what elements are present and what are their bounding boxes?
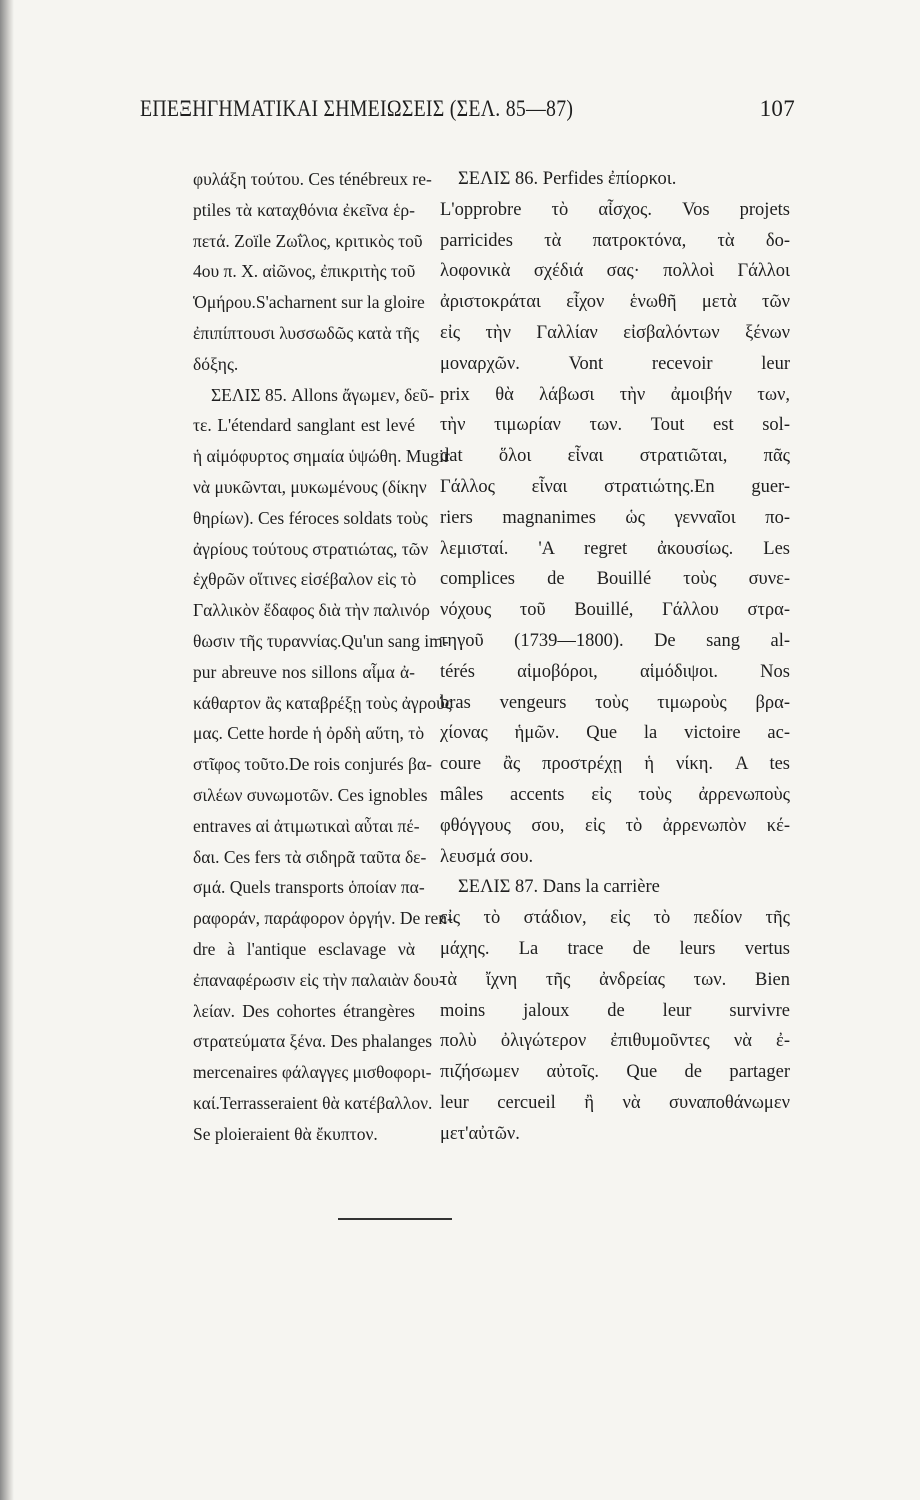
text-line: ἀγρίους τούτους στρατιώτας, τῶν [193,538,429,559]
text-line: pur abreuve nos sillons αἷμα ἀ- [193,661,415,682]
end-rule-divider [338,1218,452,1220]
text-line: θηρίων). Ces féroces soldats τοὺς [193,507,428,528]
text-line: mercenaires φάλαγγες μισθοφορι- [193,1062,432,1083]
scan-edge-shadow [0,0,14,1500]
text-line: στῖφος τοῦτο.De rois conjurés βα- [193,754,432,775]
text-line: χίονας ἡμῶν. Que la victoire ac- [440,723,790,744]
text-line: ἐπαναφέρωσιν εἰς τὴν παλαιὰν δου- [193,969,445,990]
text-line: δαι. Ces fers τὰ σιδηρᾶ ταῦτα δε- [193,846,427,867]
text-line: μας. Cette horde ἡ ὀρδὴ αὕτη, τὸ [193,723,425,744]
text-line: Γάλλος εἶναι στρατιώτης.En guer- [440,476,790,497]
page-number: 107 [759,96,795,121]
text-line: mâles accents εἰς τοὺς ἀρρενωποὺς [440,784,790,805]
text-line: λείαν. Des cohortes étrangères [193,1000,415,1021]
text-line: Ὁμήρου.S'acharnent sur la gloire [193,292,425,313]
text-line: εἰς τὸ στάδιον, εἰς τὸ πεδίον τῆς [440,908,790,929]
text-line: ἡ αἱμόφυρτος σημαία ὑψώθη. Mugir [193,446,450,467]
text-line: riers magnanimes ὡς γενναῖοι πο- [440,507,790,528]
text-line: dre à l'antique esclavage νὰ [193,938,415,959]
text-line: Γαλλικὸν ἔδαφος διὰ τὴν παλινόρ [193,600,430,621]
text-line: πετά. Zoïle Ζωΐλος, κριτικὸς τοῦ [193,230,423,251]
text-line: δόξης. [193,353,239,374]
text-line: θωσιν τῆς τυραννίας.Qu'un sang im- [193,630,449,651]
text-line: bras vengeurs τοὺς τιμωροὺς βρα- [440,692,790,713]
text-line: prix θὰ λάβωσι τὴν ἀμοιβήν των, [440,384,790,405]
text-line: leur cercueil ἢ νὰ συναποθάνωμεν [440,1092,790,1113]
text-line: térés αἱμοβόροι, αἱμόδιψοι. Nos [440,661,790,682]
text-line: στρατεύματα ξένα. Des phalanges [193,1031,433,1052]
text-line: σιλέων συνωμοτῶν. Ces ignobles [193,784,428,805]
text-line: coure ἂς προστρέχῃ ἡ νίκη. A tes [440,754,790,775]
text-line: καί.Terrasseraient θὰ κατέβαλλον. [193,1092,433,1113]
text-line: ptiles τὰ καταχθόνια ἐκεῖνα ἑρ- [193,199,415,220]
text-line: ΣΕΛΙΣ 85. Allons ἄγωμεν, δεῦ- [211,384,435,405]
text-line: μοναρχῶν. Vont recevoir leur [440,353,790,374]
text-line: τηγοῦ (1739—1800). De sang al- [440,630,790,651]
text-line: 4ου π. Χ. αἰῶνος, ἐπικριτὴς τοῦ [193,261,416,282]
text-line: entraves αἱ ἀτιμωτικαὶ αὗται πέ- [193,815,420,836]
text-line: dat ὅλοι εἶναι στρατιῶται, πᾶς [440,446,790,467]
text-line: τὴν τιμωρίαν των. Tout est sol- [440,415,790,436]
text-line: σμά. Quels transports ὁποίαν πα- [193,877,425,898]
text-line: ἐχθρῶν οἵτινες εἰσέβαλον εἰς τὸ [193,569,417,590]
text-line: ἐπιπίπτουσι λυσσωδῶς κατὰ τῆς [193,322,420,343]
text-line: L'opprobre τὸ αἶσχος. Vos projets [440,199,790,220]
text-line: πολὺ ὀλιγώτερον ἐπιθυμοῦντες νὰ ἐ- [440,1031,790,1052]
text-line: λεμισταί. 'A regret ἀκουσίως. Les [440,538,790,559]
text-line: ΣΕΛΙΣ 86. Perfides ἐπίορκοι. [458,169,677,189]
text-line: λοφονικὰ σχέδιά σας· πολλοὶ Γάλλοι [440,261,790,282]
text-line: νόχους τοῦ Bouillé, Γάλλου στρα- [440,600,790,621]
text-line: μάχης. La trace de leurs vertus [440,938,790,959]
text-line: complices de Bouillé τοὺς συνε- [440,569,790,590]
text-line: φυλάξη τούτου. Ces ténébreux re- [193,169,432,189]
running-header [140,96,795,130]
text-line: ἀριστοκράται εἶχον ἑνωθῆ μετὰ τῶν [440,292,790,313]
header-title: ΕΠΕΞΗΓΗΜΑΤΙΚΑΙ ΣΗΜΕΙΩΣΕΙΣ (ΣΕΛ. 85—87) [140,96,574,121]
text-line: τὰ ἴχνη τῆς ἀνδρείας των. Bien [440,969,790,990]
text-line: φθόγγους σου, εἰς τὸ ἀρρενωπὸν κέ- [440,815,790,836]
text-line: ΣΕΛΙΣ 87. Dans la carrière [458,877,660,898]
text-line: νὰ μυκῶνται, μυκωμένους (δίκην [193,476,427,497]
left-text-column [193,164,453,1150]
text-line: πιζήσωμεν αὐτοῖς. Que de partager [440,1062,790,1083]
text-line: Se ploieraient θὰ ἔκυπτον. [193,1123,378,1144]
text-line: εἰς τὴν Γαλλίαν εἰσβαλόντων ξένων [440,322,790,343]
right-text-column [440,164,790,1150]
text-line: κάθαρτον ἂς καταβρέξῃ τοὺς ἀγρούς [193,692,452,713]
text-line: τε. L'étendard sanglant est levé [193,415,415,436]
text-line: ραφοράν, παράφορον ὀργήν. De ren- [193,908,453,929]
text-line: λευσμά σου. [440,846,534,867]
text-line: parricides τὰ πατροκτόνα, τὰ δο- [440,230,790,251]
text-line: μετ'αὐτῶν. [440,1123,520,1144]
text-line: moins jaloux de leur survivre [440,1000,790,1021]
